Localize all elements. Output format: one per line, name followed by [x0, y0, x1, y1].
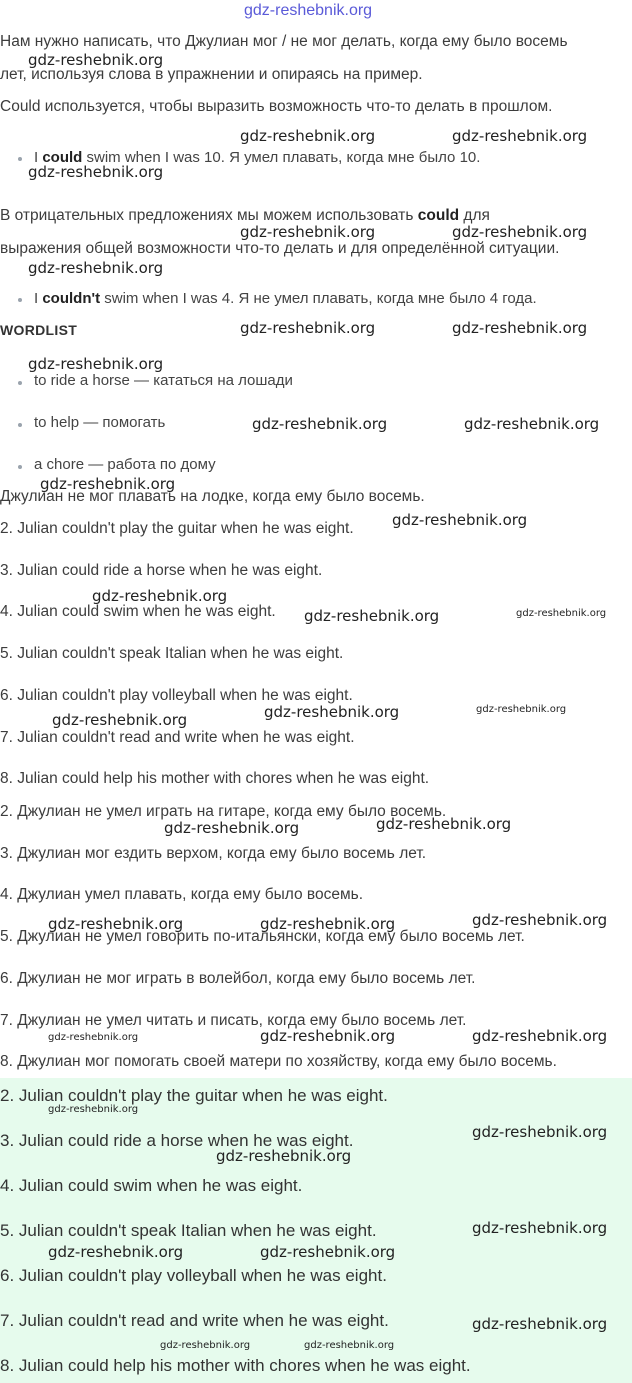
watermark: gdz-reshebnik.org — [240, 319, 376, 337]
watermark: gdz-reshebnik.org — [252, 415, 388, 433]
answer-ru: 3. Джулиан мог ездить верхом, когда ему было восемь лет. — [0, 845, 427, 862]
watermark: gdz-reshebnik.org — [48, 1032, 139, 1043]
answer-ru: 5. Джулиан не умел говорить по-итальянски, когда ему было восемь лет. — [0, 928, 525, 945]
header-watermark-link[interactable]: gdz-reshebnik.org — [244, 2, 373, 19]
watermark: gdz-reshebnik.org — [516, 608, 607, 619]
final-answer: 7. Julian couldn't read and write when he was eight. — [0, 1311, 389, 1330]
bullet-dot — [18, 465, 22, 469]
watermark: gdz-reshebnik.org — [472, 1123, 608, 1141]
watermark: gdz-reshebnik.org — [464, 415, 600, 433]
example-positive: I could swim when I was 10. Я умел плавать, когда мне было 10. — [34, 149, 481, 166]
final-answer: 5. Julian couldn't speak Italian when he was eight. — [0, 1221, 377, 1240]
final-answer: 3. Julian could ride a horse when he was eight. — [0, 1131, 354, 1150]
answer-en: 6. Julian couldn't play volleyball when he was eight. — [0, 687, 353, 704]
answer-ru: 4. Джулиан умел плавать, когда ему было восемь. — [0, 886, 364, 903]
watermark: gdz-reshebnik.org — [92, 587, 228, 605]
watermark: gdz-reshebnik.org — [392, 511, 528, 529]
final-answer: 8. Julian could help his mother with chores when he was eight. — [0, 1356, 471, 1375]
watermark: gdz-reshebnik.org — [452, 223, 588, 241]
final-answer: 6. Julian couldn't play volleyball when he was eight. — [0, 1266, 387, 1285]
wordlist-item: a chore — работа по дому — [34, 456, 216, 473]
answer-en: 8. Julian could help his mother with chores when he was eight. — [0, 770, 430, 787]
watermark: gdz-reshebnik.org — [40, 475, 176, 493]
negative-explanation-line-1: В отрицательных предложениях мы можем использовать could для — [0, 207, 490, 224]
watermark: gdz-reshebnik.org — [452, 319, 588, 337]
watermark: gdz-reshebnik.org — [264, 703, 400, 721]
negative-explanation-line-2: выражения общей возможности что-то делать и для определённой ситуации. — [0, 240, 560, 257]
answer-en: 4. Julian could swim when he was eight. — [0, 603, 276, 620]
watermark: gdz-reshebnik.org — [304, 1340, 395, 1351]
example-negative: I couldn't swim when I was 4. Я не умел плавать, когда мне было 4 года. — [34, 290, 537, 307]
wordlist-item: to ride a horse — кататься на лошади — [34, 372, 293, 389]
watermark: gdz-reshebnik.org — [160, 1340, 251, 1351]
watermark: gdz-reshebnik.org — [260, 1243, 396, 1261]
watermark: gdz-reshebnik.org — [240, 223, 376, 241]
watermark: gdz-reshebnik.org — [452, 127, 588, 145]
wordlist-title: WORDLIST — [0, 322, 78, 338]
watermark: gdz-reshebnik.org — [472, 911, 608, 929]
watermark: gdz-reshebnik.org — [28, 163, 164, 181]
intro-line-2: лет, используя слова в упражнении и опираясь на пример. — [0, 66, 423, 83]
bullet-dot — [18, 298, 22, 302]
watermark: gdz-reshebnik.org — [52, 711, 188, 729]
answer-ru: 6. Джулиан не мог играть в волейбол, когда ему было восемь лет. — [0, 970, 476, 987]
answer-en: 2. Julian couldn't play the guitar when he was eight. — [0, 520, 354, 537]
bullet-dot — [18, 157, 22, 161]
watermark: gdz-reshebnik.org — [28, 51, 164, 69]
answer-ru: 8. Джулиан мог помогать своей матери по хозяйству, когда ему было восемь. — [0, 1053, 557, 1070]
final-answer: 4. Julian could swim when he was eight. — [0, 1176, 303, 1195]
bullet-dot — [18, 423, 22, 427]
answer-en: 3. Julian could ride a horse when he was eight. — [0, 562, 323, 579]
watermark: gdz-reshebnik.org — [164, 819, 300, 837]
watermark: gdz-reshebnik.org — [48, 915, 184, 933]
could-explanation: Could используется, чтобы выразить возможность что-то делать в прошлом. — [0, 98, 553, 115]
watermark: gdz-reshebnik.org — [48, 1104, 139, 1115]
watermark: gdz-reshebnik.org — [304, 607, 440, 625]
watermark: gdz-reshebnik.org — [48, 1243, 184, 1261]
watermark: gdz-reshebnik.org — [28, 355, 164, 373]
wordlist-item: to help — помогать — [34, 414, 166, 431]
watermark: gdz-reshebnik.org — [216, 1147, 352, 1165]
watermark: gdz-reshebnik.org — [260, 1027, 396, 1045]
answer-en: 5. Julian couldn't speak Italian when he was eight. — [0, 645, 344, 662]
watermark: gdz-reshebnik.org — [260, 915, 396, 933]
final-answer: 2. Julian couldn't play the guitar when he was eight. — [0, 1086, 388, 1105]
bullet-dot — [18, 381, 22, 385]
watermark: gdz-reshebnik.org — [476, 704, 567, 715]
answer-ru: 2. Джулиан не умел играть на гитаре, когда ему было восемь. — [0, 803, 447, 820]
watermark: gdz-reshebnik.org — [28, 259, 164, 277]
watermark: gdz-reshebnik.org — [472, 1219, 608, 1237]
watermark: gdz-reshebnik.org — [472, 1315, 608, 1333]
watermark: gdz-reshebnik.org — [472, 1027, 608, 1045]
answer-en: 7. Julian couldn't read and write when he was eight. — [0, 729, 355, 746]
watermark: gdz-reshebnik.org — [240, 127, 376, 145]
watermark: gdz-reshebnik.org — [376, 815, 512, 833]
intro-line-1: Нам нужно написать, что Джулиан мог / не мог делать, когда ему было восемь — [0, 33, 568, 50]
example-sentence: Джулиан не мог плавать на лодке, когда ему было восемь. — [0, 488, 425, 505]
answer-ru: 7. Джулиан не умел читать и писать, когда ему было восемь лет. — [0, 1012, 467, 1029]
